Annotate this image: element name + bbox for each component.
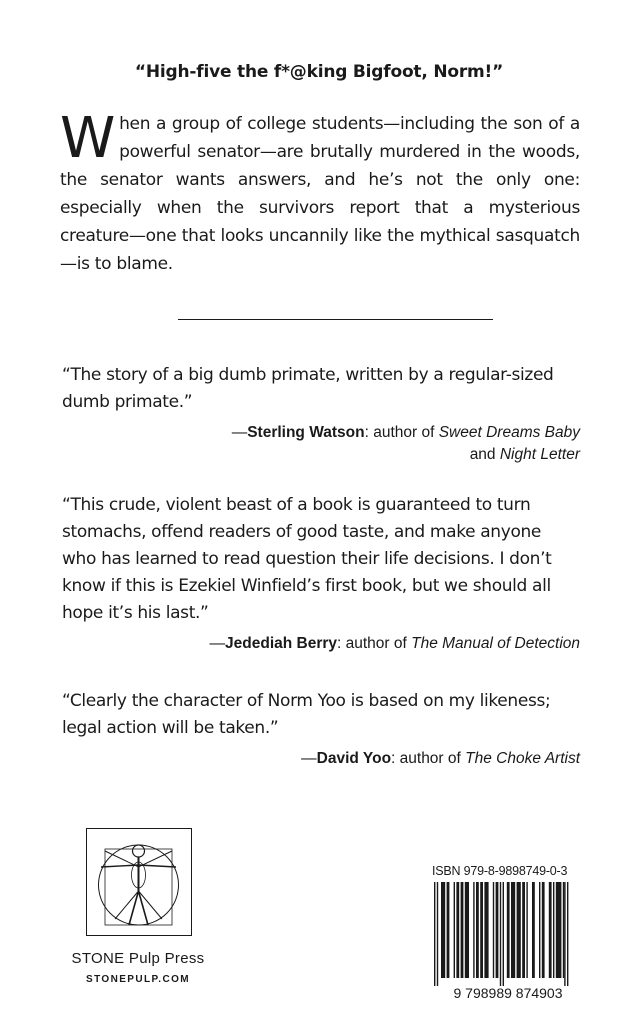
barcode-bar	[484, 882, 488, 978]
barcode-bar	[441, 882, 445, 978]
barcode-bar	[549, 882, 552, 978]
isbn-label: ISBN 979-8-9898749-0-3	[432, 864, 568, 878]
barcode-bar	[507, 882, 510, 978]
barcode-bar	[553, 882, 554, 978]
barcode-bar	[542, 882, 545, 978]
review-jedediah-berry	[62, 492, 580, 655]
attribution-dash: —	[301, 750, 317, 767]
author-of-text: : author of	[364, 424, 439, 441]
reviewer-name: Sterling Watson	[247, 424, 365, 441]
barcode-bar	[517, 882, 521, 978]
review-attribution	[62, 748, 580, 770]
barcode-bar	[511, 882, 515, 978]
review-attribution	[62, 422, 580, 466]
book-title-2: Night Letter	[499, 446, 580, 463]
book-title: Sweet Dreams Baby	[438, 424, 580, 441]
blurb	[60, 106, 580, 278]
barcode-bar	[496, 882, 499, 978]
reviewer-name: David Yoo	[316, 750, 392, 767]
barcode-bar	[522, 882, 525, 978]
review-quote: “This crude, violent beast of a book is guaranteed to turn stomachs, offend readers of good taste, and make anyone who has learned to read question their life decisions. I don’t know if this is Ezekiel Winfield’s first book, but we should all hope it’s his last.”	[62, 495, 552, 623]
and-text: and	[469, 446, 500, 463]
review-quote: “Clearly the character of Norm Yoo is based on my likeness; legal action will be taken.”	[62, 691, 551, 738]
barcode-bar	[473, 882, 474, 978]
book-title: The Choke Artist	[465, 750, 580, 767]
publisher-url: STONEPULP.COM	[86, 974, 190, 985]
review-sterling-watson	[62, 362, 580, 466]
author-of-text: : author of	[391, 750, 466, 767]
drop-cap: W	[60, 106, 116, 171]
barcode-bar	[454, 882, 455, 978]
blurb-text: hen a group of college students—including the son of a powerful senator—are brutally murdered in the woods, the senator wants answers, and he’s not the only one: especially when the survivors report that a mysterious creature—one that looks uncannily like the mythical sasquatch—is to blame.	[60, 114, 580, 274]
review-david-yoo	[62, 688, 580, 770]
barcode-bar	[493, 882, 494, 978]
barcode-bar	[526, 882, 527, 978]
author-of-text: : author of	[337, 635, 412, 652]
barcode-bar	[563, 882, 564, 978]
barcode-digits: 9 798989 874903	[453, 985, 563, 1001]
divider	[178, 319, 493, 320]
reviewer-name: Jedediah Berry	[225, 635, 338, 652]
attribution-dash: —	[231, 424, 248, 441]
barcode-bar	[447, 882, 450, 978]
barcode	[420, 882, 582, 1002]
barcode-graphic	[420, 882, 582, 1002]
tagline: “High-five the f*@king Bigfoot, Norm!”	[134, 62, 504, 82]
barcode-bar	[434, 882, 435, 986]
barcode-bar	[556, 882, 562, 978]
barcode-bar	[567, 882, 568, 986]
vitruvian-man-icon	[86, 828, 192, 936]
barcode-bar	[437, 882, 438, 986]
barcode-bar	[476, 882, 479, 978]
publisher-name: STONE Pulp Press	[71, 950, 205, 967]
barcode-bar	[480, 882, 483, 978]
barcode-bar	[456, 882, 459, 978]
barcode-bar	[539, 882, 540, 978]
review-quote: “The story of a big dumb primate, written by a regular-sized dumb primate.”	[62, 365, 554, 412]
barcode-bar	[461, 882, 464, 978]
book-title: The Manual of Detection	[411, 635, 580, 652]
barcode-bar	[503, 882, 504, 986]
barcode-bar	[465, 882, 469, 978]
review-attribution	[62, 633, 580, 655]
barcode-bar	[564, 882, 565, 986]
attribution-dash: —	[209, 635, 226, 652]
barcode-bar	[532, 882, 535, 978]
barcode-bar	[500, 882, 501, 986]
